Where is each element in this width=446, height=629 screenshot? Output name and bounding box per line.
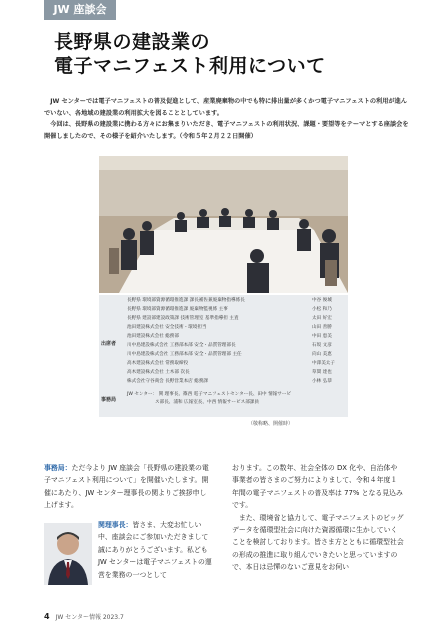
paragraph [44,462,212,512]
speaker-label: 事務局： [44,464,72,472]
attendee-name: 中田 恵美 [312,334,332,339]
attendee-row [127,315,345,323]
attendee-name: 石坂 文彦 [312,343,332,348]
secretariat-line-1: JW センター： 関 理事長、篠西 電子マニフェストセンター長、田中 情報サービ [127,392,292,397]
paragraph [98,519,212,581]
article-title [54,30,414,78]
attendee-affiliation: 川中島建設株式会社 工務部本部 安全・品質管理部 主任 [127,352,242,357]
publication-name: JW センター情報 2023.7 [55,614,124,621]
chairman-portrait [44,523,92,585]
attendee-affiliation: 株式会社守谷商会 長野営業本店 総務課 [127,379,209,384]
attendee-row [127,297,345,305]
attendee-affiliation: 池田建設株式会社 総務部 [127,334,179,339]
attendee-row [127,324,345,332]
speech-text: 皆さま、大変お忙しい中、座談会にご参加いただきまして誠にありがとうございます。私ども JW センターは電子マニフェストの運営を業務の一つとして [98,521,212,579]
left-column-intro [44,462,212,512]
attendee-roster [99,295,348,417]
person-silhouette-icon [44,523,92,585]
attendee-row [127,342,345,350]
attendee-name: 山田 善勝 [312,325,332,330]
title-line-1: 長野県の建設業の [54,31,211,53]
title-line-2: 電子マニフェスト利用について [54,55,326,77]
attendee-affiliation: 池田建設株式会社 安全技術・環境担当 [127,325,207,330]
attendee-name: 中谷 俊城 [312,298,332,303]
left-column-chairman [98,519,212,581]
attendee-row [127,360,345,368]
speaker-label: 関理事長： [98,521,133,529]
attendee-row [127,378,345,386]
attendee-name: 中澤美太子 [312,361,335,366]
page-footer [44,612,124,621]
speech-text: ただ今より JW 座談会「長野県の建設業の電子マニフェスト利用について」を開催いたします。開催にあたり、JW センター理事長の関よりご挨拶申し上げます。 [44,464,209,510]
secretariat-line-2: ス部長、浦和 広報室長、中西 情報サービス部課員 [155,400,259,405]
attendee-name: 向山 美恵 [312,352,332,357]
attendee-name: 小林 弘恭 [312,379,332,384]
attendee-affiliation: 長野県 環境部資源循環推進課 廃棄物監視係 主事 [127,307,228,312]
paragraph: おります。この数年、社会全体の DX 化や、自治体や事業者の皆さまのご努力によりまして、令和４年度１年間の電子マニフェストの普及率は 77% となる見込みです。 [232,464,403,510]
attendee-affiliation: 高木建設株式会社 土木部 次長 [127,370,190,375]
secretariat-list [127,391,337,407]
meeting-photo [99,156,348,293]
lead-p1: JW センターでは電子マニフェストの普及促進として、産業廃棄物の中でも特に排出量が多くかつ電子マニフェストの利用が進んでいない、各地域の建設業の利用拡大を図ることとしています。 [44,98,407,117]
lead-paragraph [44,96,412,142]
attendee-name: 太田 好宏 [312,316,332,321]
attendee-affiliation: 川中島建設株式会社 工務部本部 安全・品質管理部長 [127,343,236,348]
attendee-row [127,369,345,377]
attendee-affiliation: 長野県 環境部資源循環推進課 課長補佐兼廃棄物指導係長 [127,298,245,303]
secretariat-label: 事務局 [101,397,117,403]
attendees-label: 出席者 [101,341,117,347]
page-number: 4 [44,612,50,621]
attendee-row [127,333,345,341]
lead-p2: 今回は、長野県の建設業に携わる方々にお集まりいただき、電子マニフェストの利用状況、課題・要望等をテーマとする座談会を開催しましたので、その様子を紹介いたします。（令和５年２月２２日開催） [44,121,409,140]
honorific-note: （敬称略、開催時） [248,421,294,427]
attendee-affiliation: 長野県 建設部建設政策課 技術管理室 基準指導担 主査 [127,316,239,321]
attendee-row [127,306,345,314]
paragraph: また、環境省と協力して、電子マニフェストのビッグデータを循環型社会に向けた資源循環に生かしていくことを検討しております。皆さま方とともに循環型社会の形成の推進に取り組んでいきたいと思っていますので、本日は忌憚のないご意見をお伺い [232,513,404,572]
section-tag: JW 座談会 [44,0,116,20]
meeting-photo-illustration [99,156,348,293]
attendee-row [127,351,345,359]
attendee-name: 草間 達也 [312,370,332,375]
right-column [232,462,404,574]
attendee-name: 小松 和乃 [312,307,332,312]
attendee-affiliation: 高木建設株式会社 常務取締役 [127,361,189,366]
